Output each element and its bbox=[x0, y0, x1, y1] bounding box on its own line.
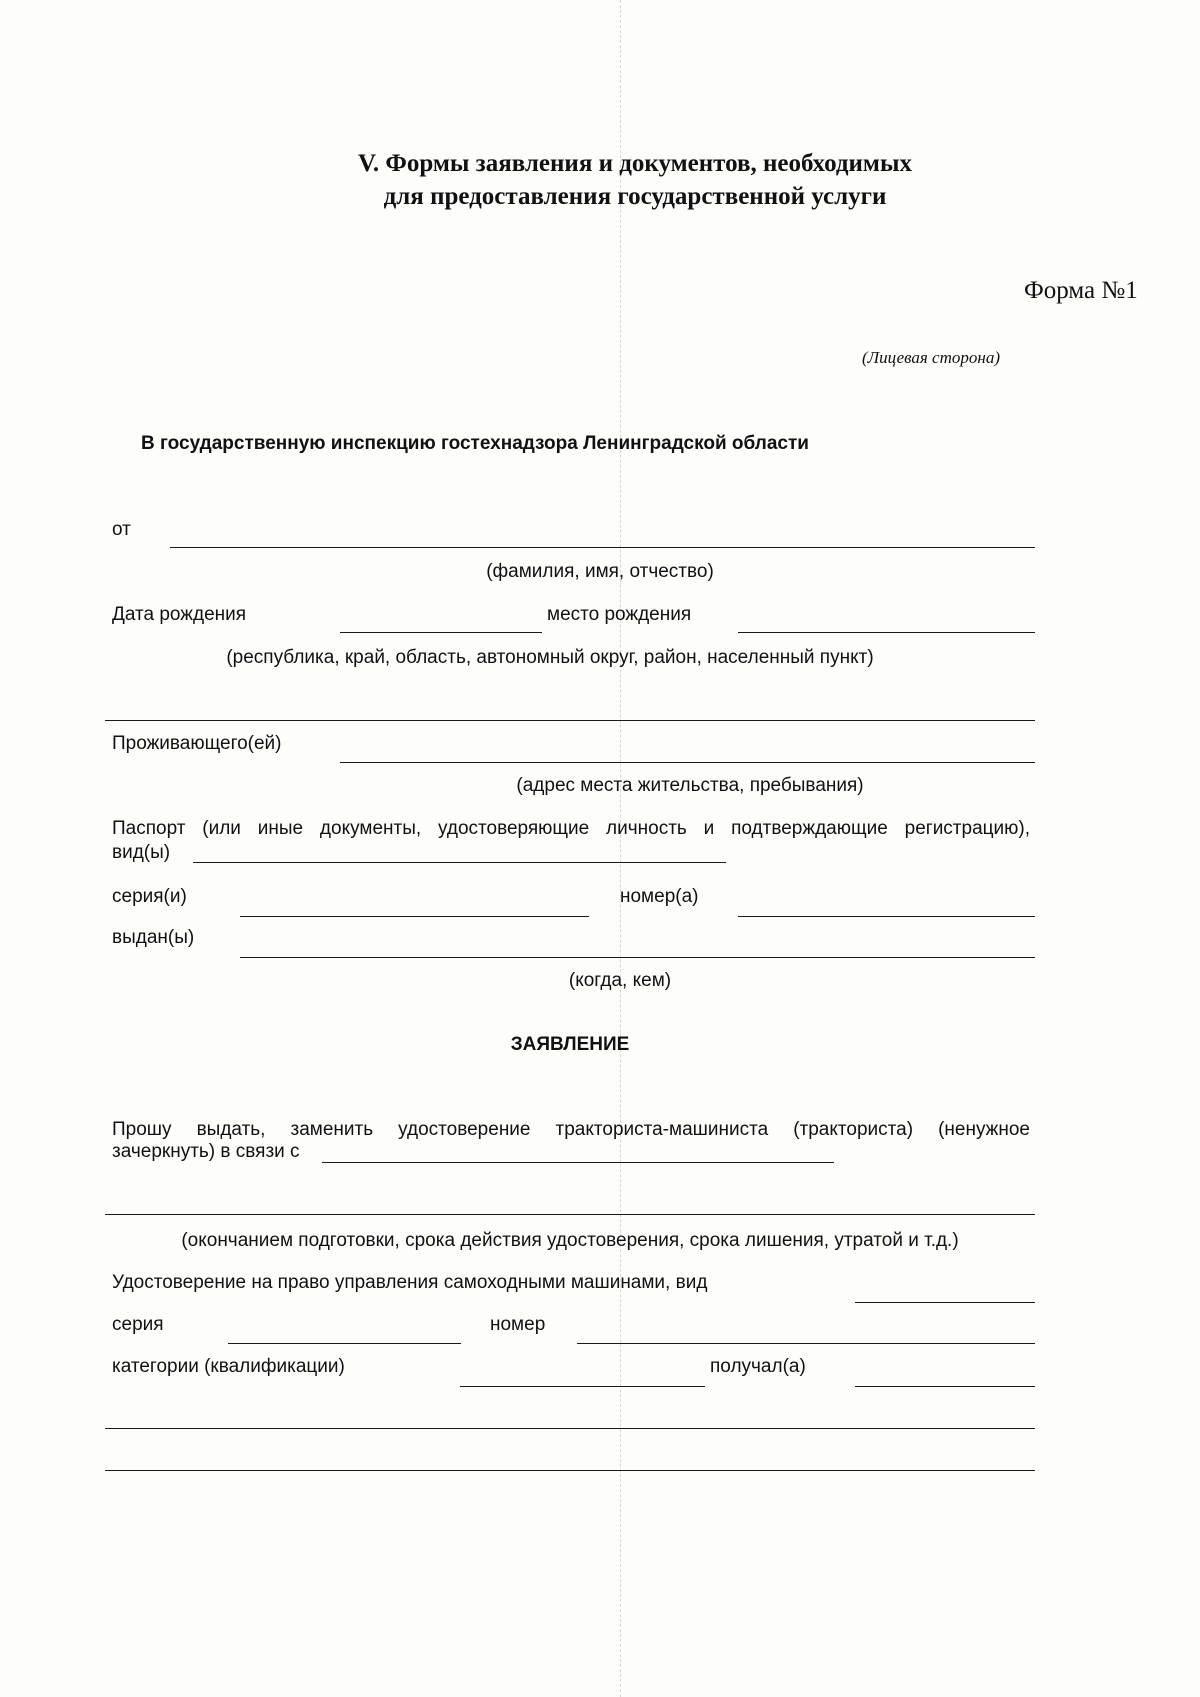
passport-type-label: вид(ы) bbox=[112, 842, 171, 863]
license-series-label: серия bbox=[112, 1314, 164, 1335]
passport-label: Паспорт (или иные документы, удостоверяющие личность и подтверждающие регистрацию), bbox=[112, 818, 1030, 839]
section-title-line-1: V. Формы заявления и документов, необходимых bbox=[358, 150, 912, 177]
residence-hint: (адрес места жительства, пребывания) bbox=[516, 775, 864, 796]
birth-place-field[interactable] bbox=[738, 632, 1035, 633]
residence-label: Проживающего(ей) bbox=[112, 733, 282, 754]
birth-place-hint: (республика, край, область, автономный округ, район, населенный пункт) bbox=[226, 647, 874, 668]
categories-label: категории (квалификации) bbox=[112, 1356, 345, 1377]
passport-series-field[interactable] bbox=[240, 916, 589, 917]
statement-heading: ЗАЯВЛЕНИЕ bbox=[510, 1034, 630, 1055]
passport-number-field[interactable] bbox=[738, 916, 1035, 917]
residence-field[interactable] bbox=[340, 762, 1035, 763]
passport-series-label: серия(и) bbox=[112, 886, 187, 907]
side-note: (Лицевая сторона) bbox=[862, 348, 1000, 367]
from-label: от bbox=[112, 519, 131, 540]
reason-hint: (окончанием подготовки, срока действия удостоверения, срока лишения, утратой и т.д.) bbox=[181, 1230, 959, 1251]
received-field[interactable] bbox=[855, 1386, 1035, 1387]
extra-line-2[interactable] bbox=[105, 1470, 1035, 1471]
full-name-hint: (фамилия, имя, отчество) bbox=[486, 561, 714, 582]
received-label: получал(а) bbox=[710, 1356, 806, 1377]
birth-place-label: место рождения bbox=[547, 604, 692, 625]
extra-line-1[interactable] bbox=[105, 1428, 1035, 1429]
reason-field-continuation[interactable] bbox=[105, 1214, 1035, 1215]
passport-type-field[interactable] bbox=[193, 862, 726, 863]
issued-by-label: выдан(ы) bbox=[112, 927, 195, 948]
license-type-field[interactable] bbox=[855, 1302, 1035, 1303]
issued-by-field[interactable] bbox=[240, 957, 1035, 958]
statement-request-text-2: зачеркнуть) в связи с bbox=[112, 1141, 300, 1162]
page-fold-crease bbox=[620, 0, 621, 1697]
issued-by-hint: (когда, кем) bbox=[568, 970, 672, 991]
categories-field[interactable] bbox=[460, 1386, 705, 1387]
license-number-field[interactable] bbox=[577, 1343, 1035, 1344]
form-number: Форма №1 bbox=[1024, 277, 1138, 304]
statement-request-text: Прошу выдать, заменить удостоверение тракториста-машиниста (тракториста) (ненужное bbox=[112, 1119, 1030, 1140]
birth-date-label: Дата рождения bbox=[112, 604, 247, 625]
section-title-line-2: для предоставления государственной услуги bbox=[383, 183, 887, 210]
reason-field[interactable] bbox=[322, 1162, 834, 1163]
full-name-field[interactable] bbox=[170, 547, 1035, 548]
passport-number-label: номер(а) bbox=[620, 886, 699, 907]
addressee: В государственную инспекцию гостехнадзора Ленинградской области bbox=[141, 433, 809, 454]
license-type-label: Удостоверение на право управления самоходными машинами, вид bbox=[112, 1272, 708, 1293]
birth-place-field-continuation[interactable] bbox=[105, 720, 1035, 721]
birth-date-field[interactable] bbox=[340, 632, 542, 633]
license-series-field[interactable] bbox=[228, 1343, 461, 1344]
license-number-label: номер bbox=[490, 1314, 546, 1335]
